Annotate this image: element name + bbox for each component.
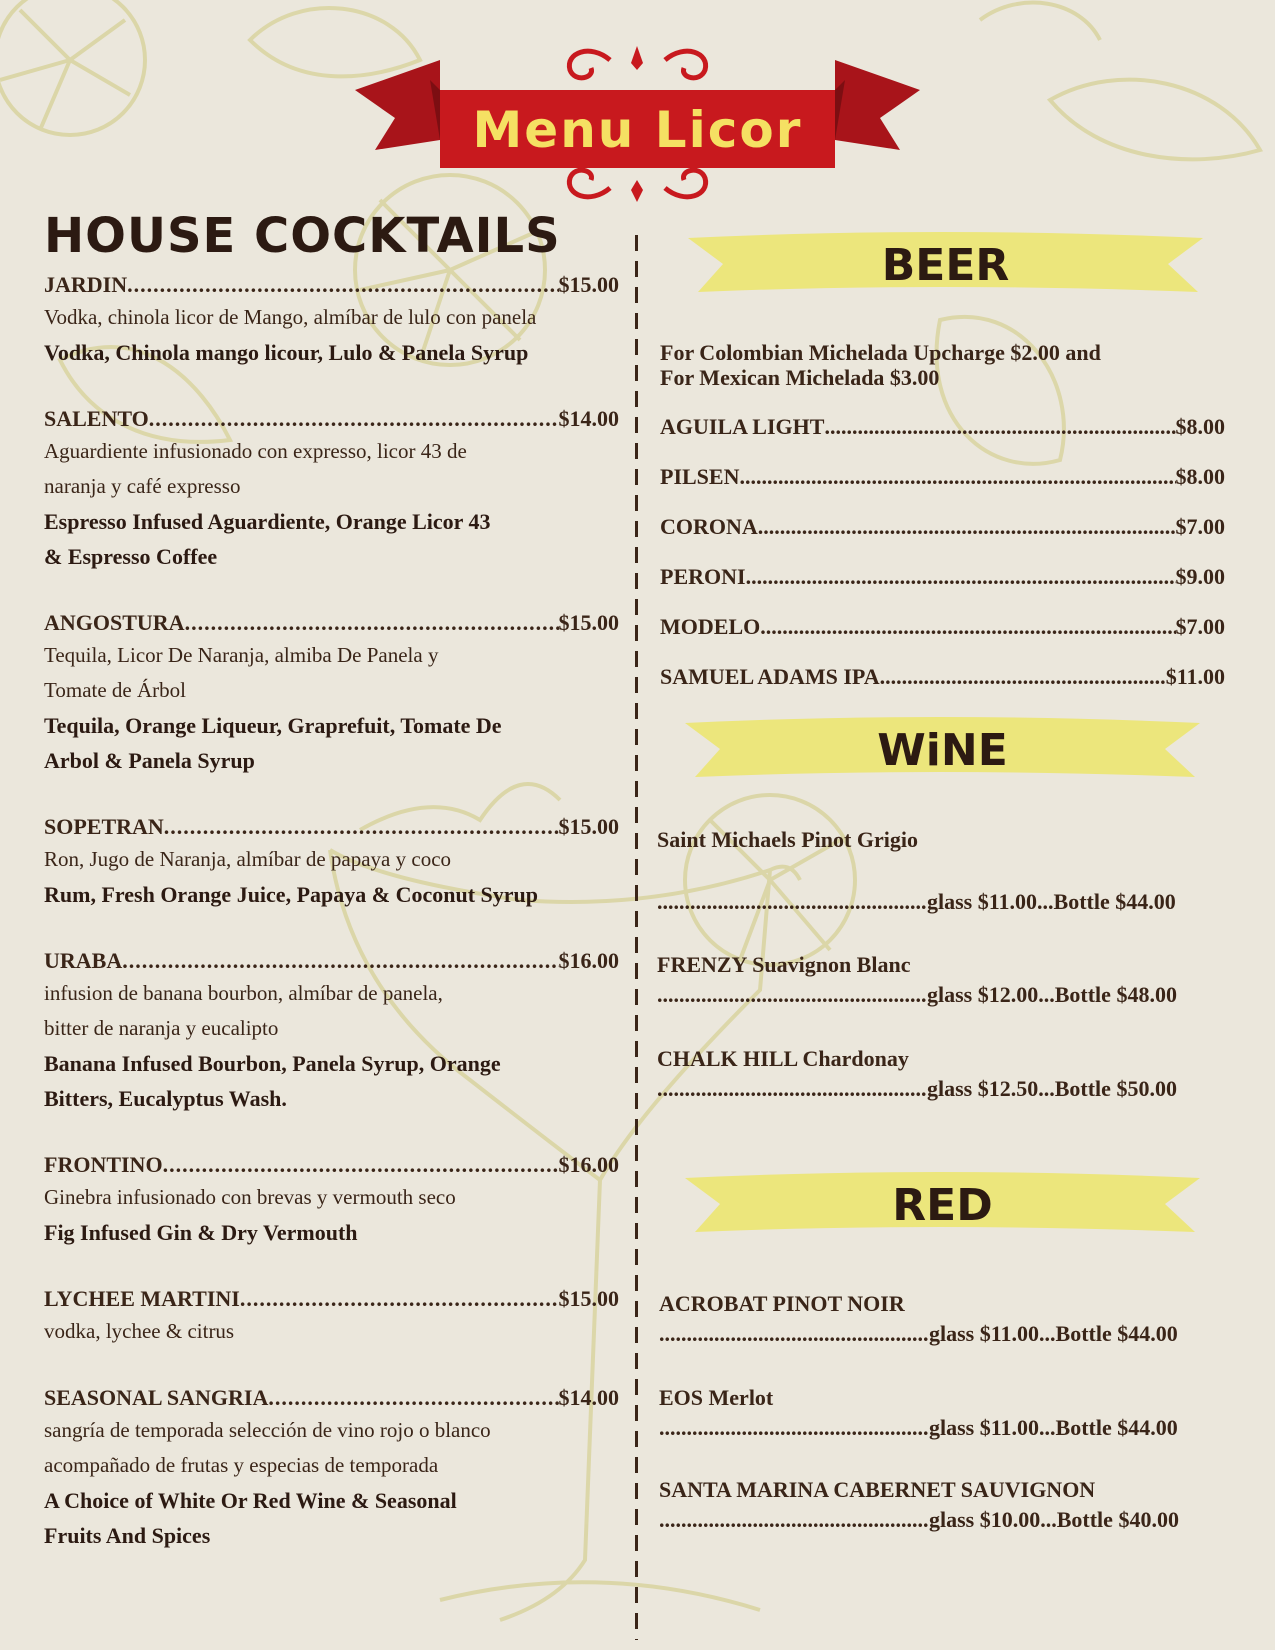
red-price: glass $10.00...Bottle $40.00	[929, 1507, 1179, 1532]
wine-name: FRENZY Suavignon Blanc	[657, 952, 911, 977]
beer-item	[660, 462, 1225, 492]
dot-leader	[240, 1284, 559, 1314]
beer-price: $7.00	[1175, 514, 1225, 539]
cocktail-description-es: Tequila, Licor De Naranja, almiba De Panela y	[44, 643, 439, 667]
wine-price: glass $12.00...Bottle $48.00	[927, 982, 1177, 1007]
cocktail-item	[44, 608, 619, 778]
dot-leader	[659, 1413, 929, 1443]
dot-leader	[739, 462, 1175, 492]
cocktail-description-en: Arbol & Panela Syrup	[44, 748, 255, 773]
cocktail-description-es: acompañado de frutas y especias de temporada	[44, 1453, 439, 1477]
cocktail-head	[44, 812, 619, 842]
cocktail-item	[44, 404, 619, 574]
wine-item	[657, 950, 1227, 1010]
cocktail-description-en: A Choice of White Or Red Wine & Seasonal	[44, 1488, 457, 1513]
beer-item	[660, 562, 1225, 592]
cocktail-description-es: Aguardiente infusionado con expresso, licor 43 de	[44, 439, 467, 463]
cocktail-description-es: Vodka, chinola licor de Mango, almíbar de lulo con panela	[44, 305, 537, 329]
cocktail-item	[44, 1150, 619, 1250]
wine-ribbon	[685, 715, 1200, 785]
cocktail-name: JARDIN	[44, 272, 128, 297]
beer-name: AGUILA LIGHT	[660, 414, 825, 439]
cocktail-item	[44, 270, 619, 370]
cocktail-head	[44, 404, 619, 434]
cocktail-description-en: Espresso Infused Aguardiente, Orange Licor 43	[44, 509, 491, 534]
wine-item	[657, 825, 1227, 917]
cocktail-name: FRONTINO	[44, 1152, 163, 1177]
wine-price: glass $11.00...Bottle $44.00	[927, 889, 1176, 914]
cocktail-description-es: Ron, Jugo de Naranja, almíbar de papaya y coco	[44, 847, 452, 871]
wine-item	[657, 1044, 1227, 1104]
dot-leader	[127, 270, 558, 300]
cocktail-price: $14.00	[558, 406, 619, 431]
red-name: SANTA MARINA CABERNET SAUVIGNON	[659, 1477, 1096, 1502]
cocktail-item	[44, 1284, 619, 1349]
cocktail-price: $14.00	[558, 1385, 619, 1410]
dot-leader	[164, 812, 559, 842]
cocktail-name: ANGOSTURA	[44, 610, 185, 635]
cocktail-name: SEASONAL SANGRIA	[44, 1385, 269, 1410]
cocktail-head	[44, 270, 619, 300]
cocktail-description-en: Fig Infused Gin & Dry Vermouth	[44, 1220, 358, 1245]
cocktail-description-es: sangría de temporada selección de vino rojo o blanco	[44, 1418, 491, 1442]
cocktail-head	[44, 608, 619, 638]
red-title: RED	[892, 1179, 993, 1231]
dot-leader	[657, 887, 927, 917]
cocktail-name: SALENTO	[44, 406, 149, 431]
red-price: glass $11.00...Bottle $44.00	[929, 1321, 1178, 1346]
cocktails-title: HOUSE COCKTAILS	[44, 208, 561, 264]
red-item	[659, 1475, 1229, 1535]
michelada-note-line1: For Colombian Michelada Upcharge $2.00 and	[660, 340, 1101, 365]
cocktail-head	[44, 946, 619, 976]
beer-price: $8.00	[1175, 414, 1225, 439]
beer-ribbon	[688, 230, 1203, 300]
wine-price: glass $12.50...Bottle $50.00	[927, 1076, 1177, 1101]
wine-name: Saint Michaels Pinot Grigio	[657, 827, 918, 852]
cocktail-description-en: Vodka, Chinola mango licour, Lulo & Panela Syrup	[44, 340, 529, 365]
cocktail-description-es: bitter de naranja y eucalipto	[44, 1016, 279, 1040]
beer-name: MODELO	[660, 614, 761, 639]
cocktail-item	[44, 812, 619, 912]
red-ribbon	[685, 1170, 1200, 1240]
cocktail-head	[44, 1150, 619, 1180]
dot-leader	[163, 1150, 559, 1180]
cocktail-head	[44, 1284, 619, 1314]
wine-name: CHALK HILL Chardonay	[657, 1046, 909, 1071]
michelada-note-line2: For Mexican Michelada $3.00	[660, 365, 940, 390]
red-item	[659, 1383, 1229, 1443]
michelada-note	[660, 340, 1220, 390]
cocktail-name: LYCHEE MARTINI	[44, 1286, 240, 1311]
beer-list	[660, 412, 1225, 712]
cocktail-description-en: Bitters, Eucalyptus Wash.	[44, 1086, 287, 1111]
cocktail-list	[44, 270, 619, 1553]
cocktail-description-es: Tomate de Árbol	[44, 678, 186, 702]
red-price-row	[659, 1505, 1229, 1535]
red-price-row	[659, 1413, 1229, 1443]
cocktail-description-en: Fruits And Spices	[44, 1523, 211, 1548]
cocktail-description-es: infusion de banana bourbon, almíbar de panela,	[44, 981, 443, 1005]
beer-title: BEER	[881, 239, 1010, 291]
beer-name: PERONI	[660, 564, 746, 589]
wine-price-row	[657, 980, 1227, 1010]
cocktail-name: URABA	[44, 948, 123, 973]
beer-item	[660, 412, 1225, 442]
dot-leader	[122, 946, 558, 976]
dot-leader	[657, 1074, 927, 1104]
red-name: ACROBAT PINOT NOIR	[659, 1291, 905, 1316]
beer-price: $8.00	[1175, 464, 1225, 489]
cocktail-description-en: & Espresso Coffee	[44, 544, 218, 569]
beer-name: SAMUEL ADAMS IPA	[660, 664, 880, 689]
cocktail-description-es: naranja y café expresso	[44, 474, 241, 498]
cocktail-price: $15.00	[558, 272, 619, 297]
dot-leader	[659, 1319, 929, 1349]
dot-leader	[268, 1383, 558, 1413]
cocktail-name: SOPETRAN	[44, 814, 164, 839]
dot-leader	[657, 980, 927, 1010]
dot-leader	[824, 412, 1175, 442]
beer-name: PILSEN	[660, 464, 740, 489]
cocktail-description-en: Tequila, Orange Liqueur, Graprefuit, Tomate De	[44, 713, 502, 738]
menu-title: Menu Licor	[472, 101, 803, 159]
cocktail-description-en: Banana Infused Bourbon, Panela Syrup, Orange	[44, 1051, 501, 1076]
dot-leader	[760, 612, 1175, 642]
beer-name: CORONA	[660, 514, 758, 539]
wine-price-row	[657, 887, 1227, 917]
red-price-row	[659, 1319, 1229, 1349]
dot-leader	[185, 608, 559, 638]
beer-item	[660, 662, 1225, 692]
column-divider	[635, 235, 638, 1640]
cocktail-price: $16.00	[558, 1152, 619, 1177]
cocktail-head	[44, 1383, 619, 1413]
cocktail-price: $16.00	[558, 948, 619, 973]
beer-item	[660, 512, 1225, 542]
cocktail-description-en: Rum, Fresh Orange Juice, Papaya & Coconut Syrup	[44, 882, 538, 907]
dot-leader	[746, 562, 1176, 592]
wine-price-row	[657, 1074, 1227, 1104]
beer-price: $11.00	[1165, 664, 1225, 689]
red-name: EOS Merlot	[659, 1385, 774, 1410]
red-item	[659, 1289, 1229, 1349]
cocktail-price: $15.00	[558, 1286, 619, 1311]
cocktail-description-es: Ginebra infusionado con brevas y vermouth seco	[44, 1185, 456, 1209]
cocktail-price: $15.00	[558, 610, 619, 635]
dot-leader	[758, 512, 1176, 542]
cocktail-item	[44, 946, 619, 1116]
cocktail-description-es: vodka, lychee & citrus	[44, 1319, 235, 1343]
beer-item	[660, 612, 1225, 642]
dot-leader	[880, 662, 1166, 692]
cocktail-price: $15.00	[558, 814, 619, 839]
cocktail-item	[44, 1383, 619, 1553]
red-price: glass $11.00...Bottle $44.00	[929, 1415, 1178, 1440]
wine-title: WiNE	[877, 724, 1008, 776]
beer-price: $9.00	[1175, 564, 1225, 589]
cocktails-section	[44, 206, 619, 1587]
dot-leader	[149, 404, 559, 434]
dot-leader	[659, 1505, 929, 1535]
beer-price: $7.00	[1175, 614, 1225, 639]
